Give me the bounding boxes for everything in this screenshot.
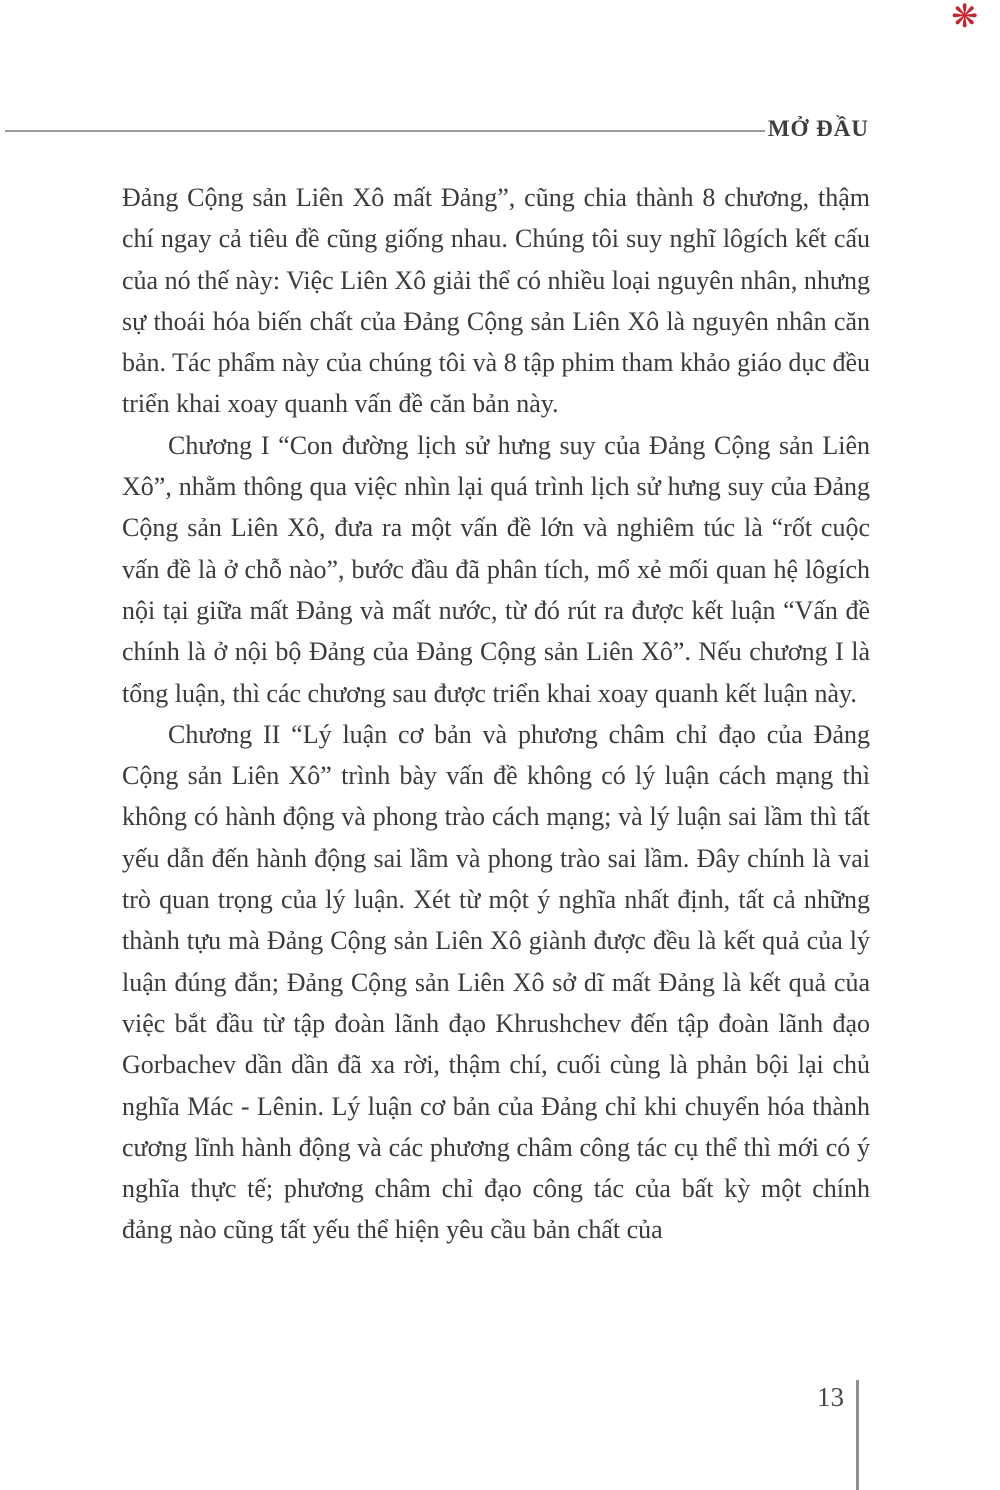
flower-asterisk-icon: ❋: [951, 0, 978, 35]
running-header-title: MỞ ĐẦU: [767, 116, 869, 141]
paragraph-2: Chương I “Con đường lịch sử hưng suy của Đảng Cộng sản Liên Xô”, nhằm thông qua việc nhìn lại quá trình lịch sử hưng suy của Đảng Cộng sản Liên Xô, đưa ra một vấn đề lớn và nghiêm túc là “rốt cuộc vấn đề là ở chỗ nào”, bước đầu đã phân tích, mổ xẻ mối quan hệ lôgích nội tại giữa mất Đảng và mất nước, từ đó rút ra được kết luận “Vấn đề chính là ở nội bộ Đảng của Đảng Cộng sản Liên Xô”. Nếu chương I là tổng luận, thì các chương sau được triển khai xoay quanh kết luận này.: [122, 430, 870, 708]
paragraph-3: Chương II “Lý luận cơ bản và phương châm chỉ đạo của Đảng Cộng sản Liên Xô” trình bày vấn đề không có lý luận cách mạng thì không có hành động và phong trào cách mạng; và lý luận sai lầm thì tất yếu dẫn đến hành động sai lầm và phong trào sai lầm. Đây chính là vai trò quan trọng của lý luận. Xét từ một ý nghĩa nhất định, tất cả những thành tựu mà Đảng Cộng sản Liên Xô giành được đều là kết quả của lý luận đúng đắn; Đảng Cộng sản Liên Xô sở dĩ mất Đảng là kết quả của việc bắt đầu từ tập đoàn lãnh đạo Khrushchev đến tập đoàn lãnh đạo Gorbachev dần dần đã xa rời, thậm chí, cuối cùng là phản bội lại chủ nghĩa Mác - Lênin. Lý luận cơ bản của Đảng chỉ khi chuyển hóa thành cương lĩnh hành động và các phương châm công tác cụ thể thì mới có ý nghĩa thực tế; phương châm chỉ đạo công tác của bất kỳ một chính đảng nào cũng tất yếu thể hiện yêu cầu bản chất của: [122, 719, 870, 1245]
paragraph-1: Đảng Cộng sản Liên Xô mất Đảng”, cũng chia thành 8 chương, thậm chí ngay cả tiêu đề cũng giống nhau. Chúng tôi suy nghĩ lôgích kết cấu của nó thế này: Việc Liên Xô giải thể có nhiều loại nguyên nhân, nhưng sự thoái hóa biến chất của Đảng Cộng sản Liên Xô là nguyên nhân căn bản. Tác phẩm này của chúng tôi và 8 tập phim tham khảo giáo dục đều triển khai xoay quanh vấn đề căn bản này.: [122, 183, 870, 419]
page-number: 13: [817, 1382, 844, 1412]
page-body: [122, 177, 870, 1251]
header-rule: [5, 130, 765, 132]
page-number-rule: [856, 1380, 859, 1490]
